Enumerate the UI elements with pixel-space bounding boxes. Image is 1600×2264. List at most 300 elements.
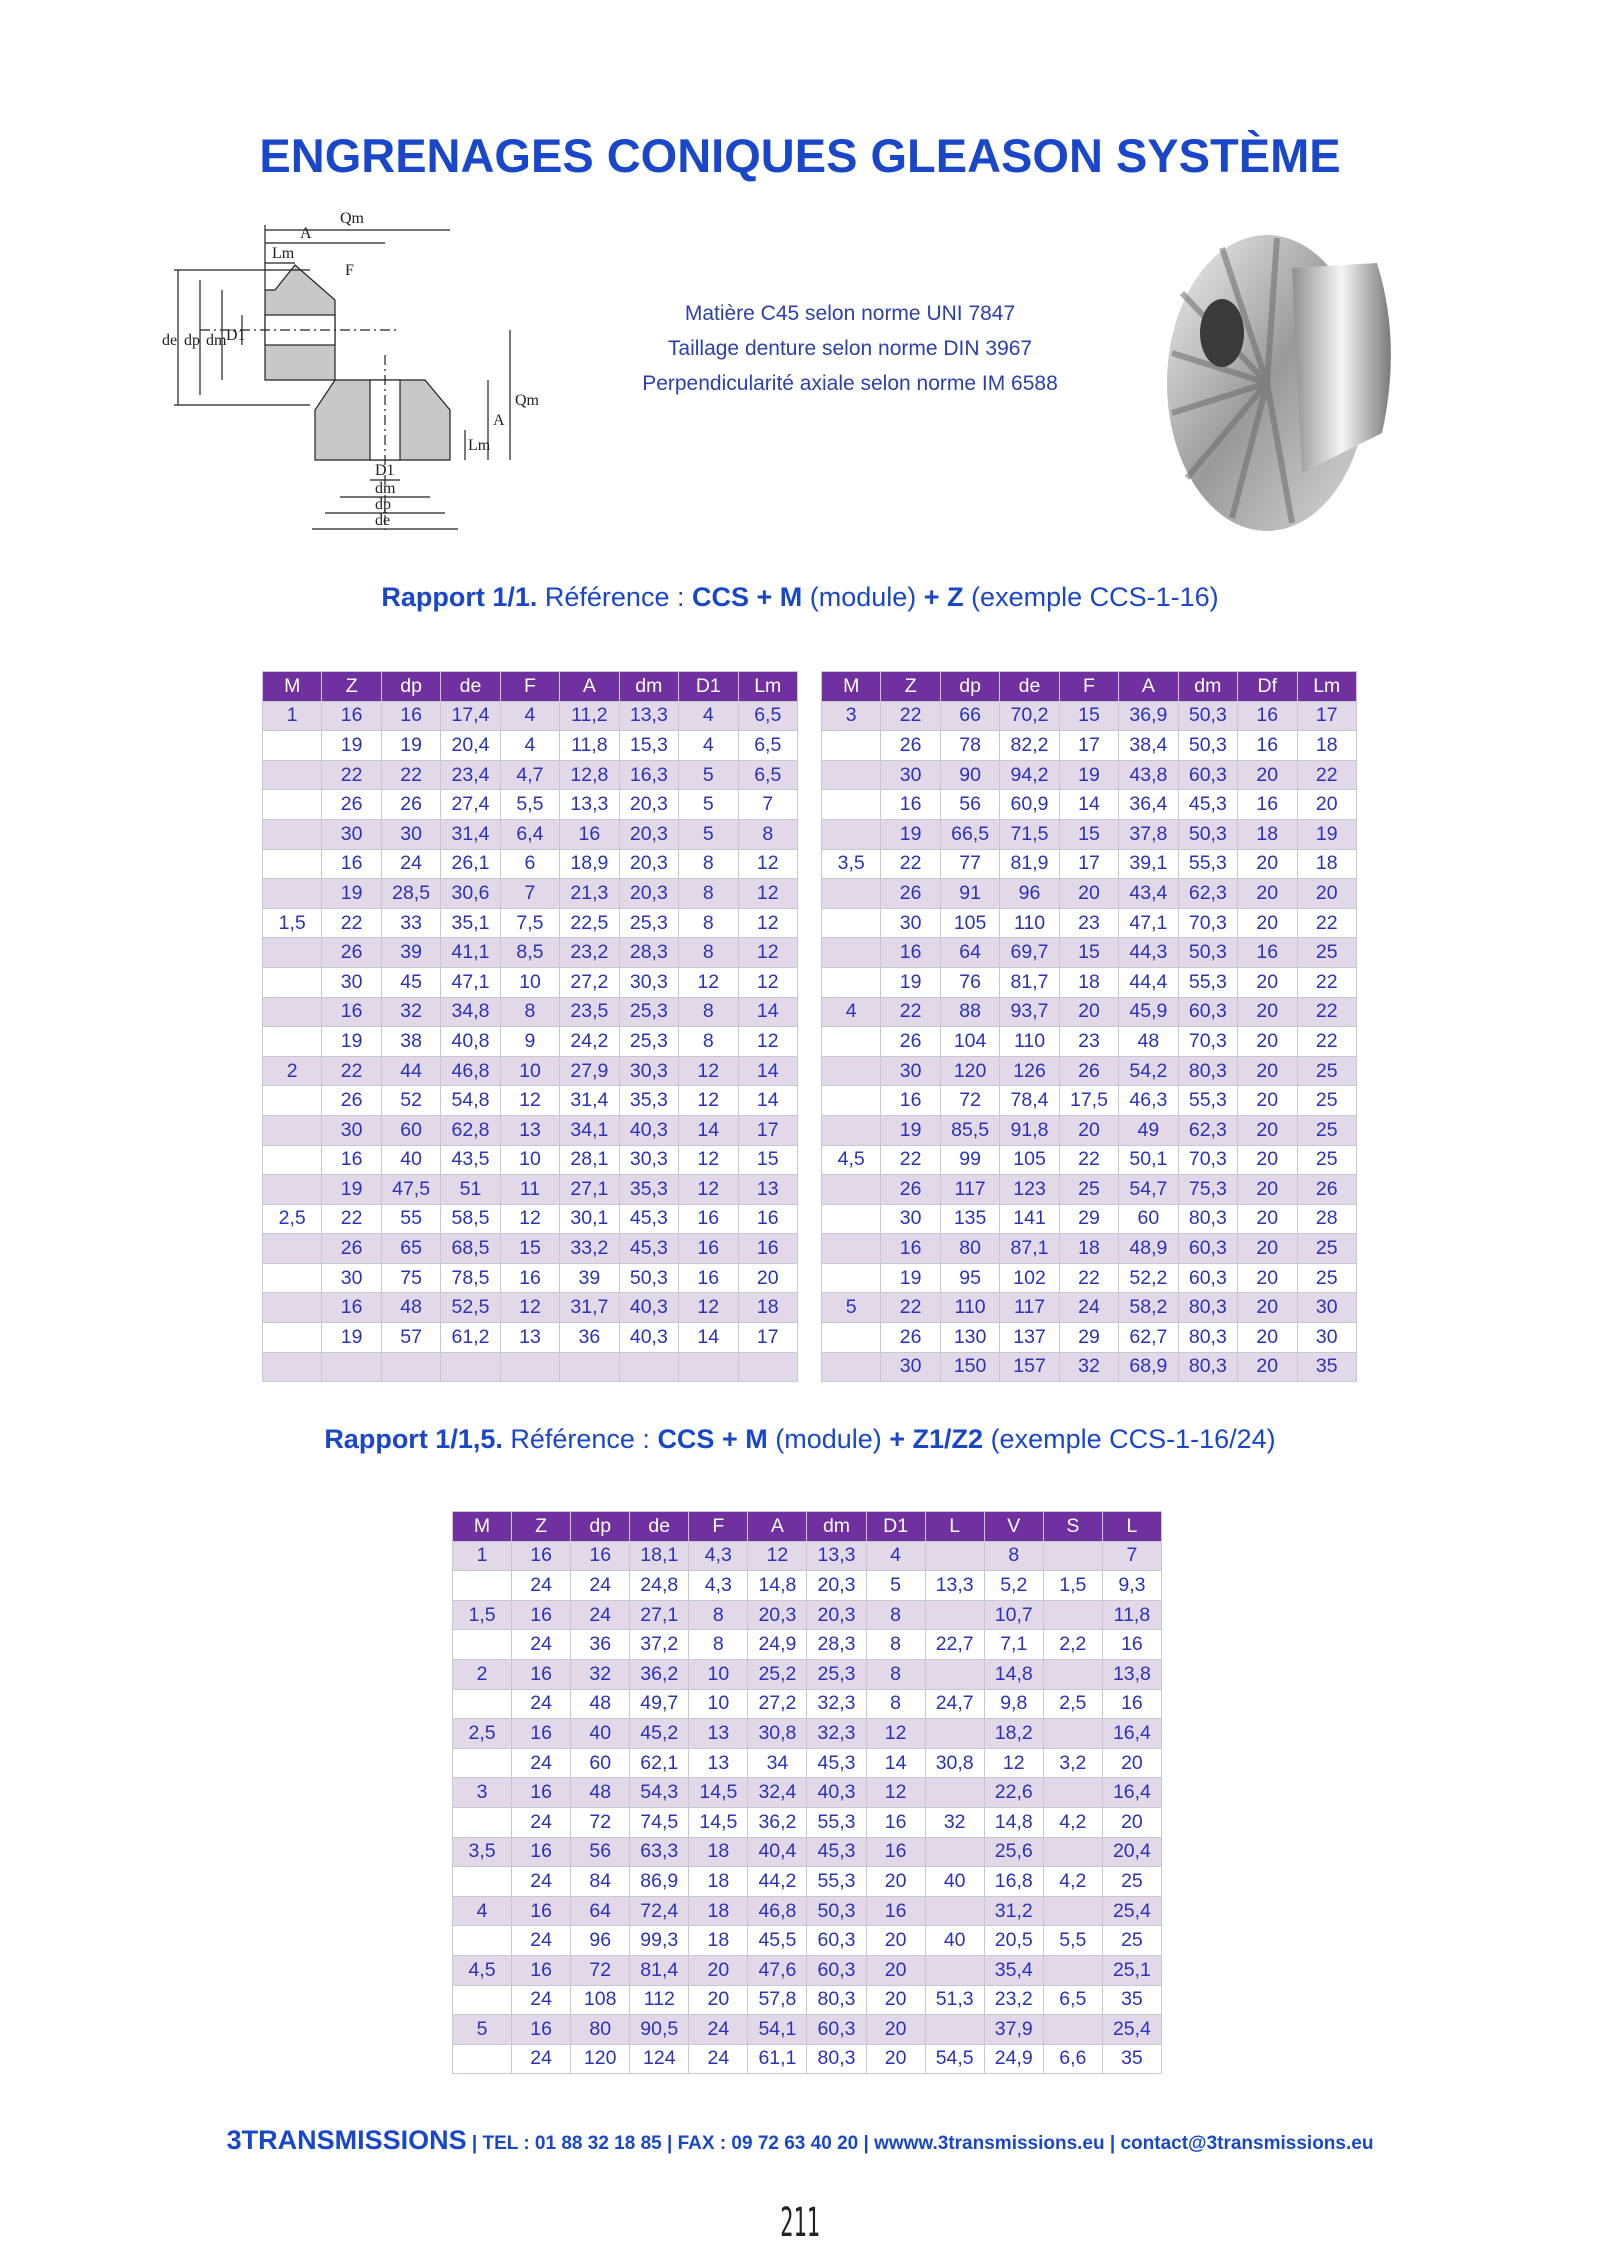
table-cell: 22	[881, 997, 940, 1027]
table-cell: 6,5	[1043, 1985, 1102, 2015]
column-header: L	[925, 1512, 984, 1542]
table-cell: 16,4	[1102, 1719, 1161, 1749]
table-cell: 5	[679, 790, 738, 820]
table-cell: 26	[1297, 1175, 1357, 1205]
table-cell: 20,3	[619, 790, 678, 820]
table-cell: 14,8	[748, 1571, 807, 1601]
table-cell: 24	[571, 1600, 630, 1630]
table-cell: 24	[689, 2044, 748, 2074]
table-cell: 14,8	[984, 1659, 1043, 1689]
table-cell: 22	[881, 1145, 940, 1175]
table-cell: 6,6	[1043, 2044, 1102, 2074]
table-cell: 66	[940, 701, 999, 731]
table-row	[822, 997, 1357, 1027]
column-header: dm	[619, 672, 678, 702]
table-cell: 23	[1059, 1027, 1118, 1057]
table-cell: 23,4	[441, 760, 500, 790]
table-cell: 44	[381, 1056, 440, 1086]
table-cell: 16,8	[984, 1867, 1043, 1897]
table-cell: 55,3	[1178, 849, 1237, 879]
table-cell: 30,6	[441, 879, 500, 909]
table-cell: 20	[1102, 1748, 1161, 1778]
table-cell: 60,3	[807, 2015, 866, 2045]
table-cell: 80,3	[807, 2044, 866, 2074]
table-cell: 36,2	[630, 1659, 689, 1689]
table-cell: 22,6	[984, 1778, 1043, 1808]
table-cell: 45,9	[1119, 997, 1178, 1027]
table-cell	[453, 1807, 512, 1837]
table-cell: 48,9	[1119, 1234, 1178, 1264]
table-row	[822, 908, 1357, 938]
table-cell	[822, 1056, 881, 1086]
table-cell: 72	[571, 1955, 630, 1985]
table-row	[453, 1748, 1162, 1778]
table-cell: 21,3	[560, 879, 619, 909]
table-cell: 80,3	[1178, 1204, 1237, 1234]
table-cell: 10	[500, 967, 559, 997]
table-cell: 4	[500, 731, 559, 761]
table-cell: 20	[1059, 1115, 1118, 1145]
table-cell: 30	[322, 1263, 381, 1293]
table-cell: 3,5	[453, 1837, 512, 1867]
table-cell: 27,2	[748, 1689, 807, 1719]
table-cell: 4	[500, 701, 559, 731]
table-cell: 15	[1059, 819, 1118, 849]
spec-line: Perpendicularité axiale selon norme IM 6588	[642, 372, 1058, 395]
table-cell: 54,8	[441, 1086, 500, 1116]
table-cell: 24	[512, 1571, 571, 1601]
table-row	[822, 1263, 1357, 1293]
ref-ratio: Rapport 1/1,5.	[324, 1424, 503, 1454]
ref-text: Référence :	[537, 582, 692, 612]
column-header: Lm	[1297, 672, 1357, 702]
table-cell: 55,3	[807, 1807, 866, 1837]
table-cell: 60,3	[1178, 1234, 1237, 1264]
table-cell: 60,3	[1178, 760, 1237, 790]
table-row	[453, 1837, 1162, 1867]
table-cell: 57,8	[748, 1985, 807, 2015]
table-cell: 20	[1238, 760, 1297, 790]
table-cell	[925, 1719, 984, 1749]
table-cell: 20	[1297, 790, 1357, 820]
table-cell: 7,5	[500, 908, 559, 938]
table-cell: 66,5	[940, 819, 999, 849]
table-cell: 44,3	[1119, 938, 1178, 968]
drawing-label-f: F	[345, 262, 354, 279]
column-header: F	[1059, 672, 1118, 702]
table-cell: 13,3	[925, 1571, 984, 1601]
table-cell: 10	[500, 1145, 559, 1175]
table-cell: 30	[322, 1115, 381, 1145]
table-cell: 30	[881, 760, 940, 790]
table-cell: 75,3	[1178, 1175, 1237, 1205]
column-header: dp	[940, 672, 999, 702]
table-row	[822, 938, 1357, 968]
table-cell: 102	[1000, 1263, 1059, 1293]
table-cell: 16	[322, 997, 381, 1027]
table-cell: 40	[925, 1867, 984, 1897]
table-cell	[263, 1145, 322, 1175]
table-row	[453, 2015, 1162, 2045]
table-cell: 36	[560, 1323, 619, 1353]
table-cell	[263, 1352, 322, 1382]
table-cell: 12	[738, 1027, 798, 1057]
table-cell: 45,3	[807, 1837, 866, 1867]
table-cell	[453, 1748, 512, 1778]
table-cell	[822, 1263, 881, 1293]
table-cell: 44,2	[748, 1867, 807, 1897]
table-cell: 19	[881, 819, 940, 849]
table-cell: 24,2	[560, 1027, 619, 1057]
table-cell: 50,3	[807, 1896, 866, 1926]
table-cell: 4,3	[689, 1571, 748, 1601]
table-cell: 50,3	[1178, 938, 1237, 968]
table-cell: 54,5	[925, 2044, 984, 2074]
table-cell: 34	[748, 1748, 807, 1778]
table-cell: 48	[571, 1778, 630, 1808]
table-row	[453, 1867, 1162, 1897]
table-row	[263, 819, 798, 849]
table-cell: 13	[689, 1748, 748, 1778]
table-row	[822, 1175, 1357, 1205]
table-cell	[679, 1352, 738, 1382]
table-cell: 20,3	[619, 849, 678, 879]
table-cell: 16	[512, 1837, 571, 1867]
table-cell: 8	[689, 1600, 748, 1630]
table-header-row	[453, 1512, 1162, 1542]
table-cell: 49,7	[630, 1689, 689, 1719]
table-cell	[263, 819, 322, 849]
table-cell: 18	[689, 1896, 748, 1926]
table-cell	[822, 938, 881, 968]
table-cell	[263, 1323, 322, 1353]
table-cell: 50,1	[1119, 1145, 1178, 1175]
table-cell: 22	[1297, 760, 1357, 790]
table-row	[263, 1293, 798, 1323]
table-cell: 16	[1238, 731, 1297, 761]
table-cell	[453, 1926, 512, 1956]
table-cell: 110	[1000, 908, 1059, 938]
table-cell	[560, 1352, 619, 1382]
column-header: Z	[881, 672, 940, 702]
table-cell: 25,2	[748, 1659, 807, 1689]
table-cell: 8	[679, 997, 738, 1027]
table-cell	[381, 1352, 440, 1382]
column-header: M	[453, 1512, 512, 1542]
table-cell: 12,8	[560, 760, 619, 790]
table-cell: 16	[1238, 790, 1297, 820]
table-cell: 18,9	[560, 849, 619, 879]
table-cell: 16	[512, 1659, 571, 1689]
table-cell: 4	[679, 731, 738, 761]
table-cell: 68,9	[1119, 1352, 1178, 1382]
table-cell: 48	[1119, 1027, 1178, 1057]
table-cell: 64	[940, 938, 999, 968]
table-cell: 20	[1238, 1323, 1297, 1353]
table-cell: 60,9	[1000, 790, 1059, 820]
table-cell: 24	[512, 1630, 571, 1660]
table-cell: 43,5	[441, 1145, 500, 1175]
table-cell: 65	[381, 1234, 440, 1264]
table-cell: 22,7	[925, 1630, 984, 1660]
table-cell: 16	[881, 790, 940, 820]
table-cell	[263, 760, 322, 790]
table-cell: 35,3	[619, 1175, 678, 1205]
column-header: dm	[1178, 672, 1237, 702]
table-row	[822, 760, 1357, 790]
table-cell: 85,5	[940, 1115, 999, 1145]
table-cell: 8	[679, 908, 738, 938]
drawing-label-de-bottom: de	[375, 512, 391, 529]
ref-example: (exemple CCS-1-16)	[963, 582, 1219, 612]
table-cell: 24	[512, 1807, 571, 1837]
table-cell: 30,1	[560, 1204, 619, 1234]
table-cell: 12	[738, 879, 798, 909]
table-cell: 48	[381, 1293, 440, 1323]
table-cell: 9,8	[984, 1689, 1043, 1719]
table-row	[822, 819, 1357, 849]
table-cell	[822, 1175, 881, 1205]
table-cell	[822, 1234, 881, 1264]
table-cell: 20	[738, 1263, 798, 1293]
table-cell: 26	[322, 1086, 381, 1116]
ref-example: (exemple CCS-1-16/24)	[983, 1424, 1276, 1454]
drawing-label-dm: dm	[206, 332, 227, 349]
column-header: M	[822, 672, 881, 702]
table-cell	[822, 1115, 881, 1145]
table-cell: 105	[1000, 1145, 1059, 1175]
table-row	[453, 1571, 1162, 1601]
table-cell: 30	[322, 967, 381, 997]
table-cell: 141	[1000, 1204, 1059, 1234]
table-cell: 3	[453, 1778, 512, 1808]
table-cell: 22	[322, 1204, 381, 1234]
table-cell: 94,2	[1000, 760, 1059, 790]
table-cell: 8	[866, 1600, 925, 1630]
table-row	[822, 1323, 1357, 1353]
table-row	[822, 1027, 1357, 1057]
table-row	[822, 701, 1357, 731]
table-cell: 20	[1102, 1807, 1161, 1837]
table-cell	[822, 760, 881, 790]
table-cell: 23,2	[560, 938, 619, 968]
table-cell: 75	[381, 1263, 440, 1293]
table-cell	[822, 1204, 881, 1234]
ref-text: Référence :	[502, 1424, 658, 1454]
table-cell: 24	[381, 849, 440, 879]
table-cell: 1	[263, 701, 322, 731]
table-row	[263, 849, 798, 879]
table-cell: 39	[560, 1263, 619, 1293]
drawing-label-d1: D1	[226, 327, 246, 344]
table-cell	[822, 1027, 881, 1057]
table-cell: 105	[940, 908, 999, 938]
table-cell: 14	[738, 997, 798, 1027]
table-cell: 82,2	[1000, 731, 1059, 761]
table-cell: 20,4	[1102, 1837, 1161, 1867]
table-cell: 55	[381, 1204, 440, 1234]
table-cell: 16	[512, 1541, 571, 1571]
table-cell: 20	[866, 1867, 925, 1897]
table-cell: 110	[940, 1293, 999, 1323]
table-cell: 1,5	[453, 1600, 512, 1630]
table-cell: 23	[1059, 908, 1118, 938]
table-cell: 62,7	[1119, 1323, 1178, 1353]
table-cell: 16	[571, 1541, 630, 1571]
column-header: de	[441, 672, 500, 702]
table-row	[822, 1115, 1357, 1145]
gear-technical-drawing	[160, 205, 560, 540]
table-cell: 19	[322, 879, 381, 909]
table-cell: 5	[679, 760, 738, 790]
table-cell: 3,2	[1043, 1748, 1102, 1778]
table-cell: 40	[381, 1145, 440, 1175]
table-cell: 80,3	[807, 1985, 866, 2015]
table-cell: 95	[940, 1263, 999, 1293]
table-cell: 2,5	[453, 1719, 512, 1749]
table-cell: 25	[1102, 1867, 1161, 1897]
table-cell: 36,4	[1119, 790, 1178, 820]
table-cell: 23,2	[984, 1985, 1043, 2015]
table-cell: 37,8	[1119, 819, 1178, 849]
table-cell: 14	[738, 1086, 798, 1116]
table-cell: 16	[881, 938, 940, 968]
table-cell: 32	[925, 1807, 984, 1837]
table-cell: 38,4	[1119, 731, 1178, 761]
table-cell: 55,3	[1178, 967, 1237, 997]
table-cell: 22	[881, 1293, 940, 1323]
table-cell: 35,3	[619, 1086, 678, 1116]
table-cell: 34,8	[441, 997, 500, 1027]
table-cell: 8	[679, 849, 738, 879]
table-cell: 16	[1238, 701, 1297, 731]
table-cell	[925, 1541, 984, 1571]
table-cell: 7	[500, 879, 559, 909]
table-cell: 37,2	[630, 1630, 689, 1660]
table-cell: 35	[1297, 1352, 1357, 1382]
table-cell: 56	[940, 790, 999, 820]
table-cell: 10	[500, 1056, 559, 1086]
table-cell: 24	[512, 1985, 571, 2015]
table-cell: 5,2	[984, 1571, 1043, 1601]
reference-heading-ratio-1-1	[0, 582, 1600, 613]
table-cell: 24,8	[630, 1571, 689, 1601]
ref-text: (module)	[802, 582, 924, 612]
table-cell: 20,5	[984, 1926, 1043, 1956]
table-cell	[453, 1985, 512, 2015]
table-cell: 14	[679, 1323, 738, 1353]
table-cell: 39,1	[1119, 849, 1178, 879]
column-header: D1	[866, 1512, 925, 1542]
table-row	[453, 1541, 1162, 1571]
table-cell: 150	[940, 1352, 999, 1382]
table-cell: 55,3	[1178, 1086, 1237, 1116]
table-row	[822, 879, 1357, 909]
table-cell: 26	[322, 790, 381, 820]
column-header: A	[748, 1512, 807, 1542]
table-cell: 80,3	[1178, 1323, 1237, 1353]
table-row	[822, 1086, 1357, 1116]
table-row	[263, 1323, 798, 1353]
table-cell: 16	[1102, 1689, 1161, 1719]
table-cell: 20	[866, 1985, 925, 2015]
table-cell: 5	[866, 1571, 925, 1601]
table-cell: 22	[881, 701, 940, 731]
table-cell	[822, 790, 881, 820]
table-cell: 14,5	[689, 1778, 748, 1808]
table-cell: 135	[940, 1204, 999, 1234]
table-cell: 28	[1297, 1204, 1357, 1234]
table-cell: 37,9	[984, 2015, 1043, 2045]
table-cell: 20	[1238, 1086, 1297, 1116]
table-cell: 10,7	[984, 1600, 1043, 1630]
table-cell: 13,3	[619, 701, 678, 731]
table-row	[822, 849, 1357, 879]
table-cell	[441, 1352, 500, 1382]
table-cell: 31,2	[984, 1896, 1043, 1926]
table-cell: 24	[512, 1748, 571, 1778]
table-cell: 25	[1059, 1175, 1118, 1205]
table-cell: 20	[1238, 1263, 1297, 1293]
table-cell: 117	[940, 1175, 999, 1205]
table-row	[263, 1352, 798, 1382]
table-row	[453, 1600, 1162, 1630]
table-cell: 8,5	[500, 938, 559, 968]
table-cell: 25,4	[1102, 2015, 1161, 2045]
table-row	[822, 1145, 1357, 1175]
table-cell: 54,3	[630, 1778, 689, 1808]
table-cell: 12	[984, 1748, 1043, 1778]
ref-code: + Z	[923, 582, 964, 612]
table-row	[263, 1145, 798, 1175]
table-cell: 22	[1059, 1263, 1118, 1293]
table-cell: 30	[881, 908, 940, 938]
table-cell: 4,3	[689, 1541, 748, 1571]
table-cell: 4	[822, 997, 881, 1027]
table-cell: 91	[940, 879, 999, 909]
table-cell: 20	[866, 1955, 925, 1985]
table-cell: 60,3	[1178, 1263, 1237, 1293]
table-cell	[1043, 1659, 1102, 1689]
table-cell: 2,2	[1043, 1630, 1102, 1660]
table-cell: 13,3	[807, 1541, 866, 1571]
table-cell: 8	[738, 819, 798, 849]
table-cell	[263, 938, 322, 968]
table-cell: 24,9	[984, 2044, 1043, 2074]
table-row	[822, 731, 1357, 761]
table-cell: 30,3	[619, 1145, 678, 1175]
table-cell: 93,7	[1000, 997, 1059, 1027]
table-header-row	[822, 672, 1357, 702]
table-cell: 29	[1059, 1204, 1118, 1234]
table-cell	[925, 2015, 984, 2045]
table-cell: 16	[1102, 1630, 1161, 1660]
table-cell: 96	[1000, 879, 1059, 909]
table-cell: 27,2	[560, 967, 619, 997]
table-cell: 28,1	[560, 1145, 619, 1175]
table-cell: 71,5	[1000, 819, 1059, 849]
table-row	[263, 701, 798, 731]
table-cell: 52	[381, 1086, 440, 1116]
table-cell	[453, 2044, 512, 2074]
table-cell: 28,3	[807, 1630, 866, 1660]
table-cell: 10	[689, 1659, 748, 1689]
table-cell: 33	[381, 908, 440, 938]
table-cell: 80	[940, 1234, 999, 1264]
ref-ratio: Rapport 1/1.	[381, 582, 538, 612]
contact-details: | TEL : 01 88 32 18 85 | FAX : 09 72 63 40 20 | wwww.3transmissions.eu | contact@3transmissions.eu	[466, 2133, 1374, 2154]
table-cell: 11,8	[560, 731, 619, 761]
